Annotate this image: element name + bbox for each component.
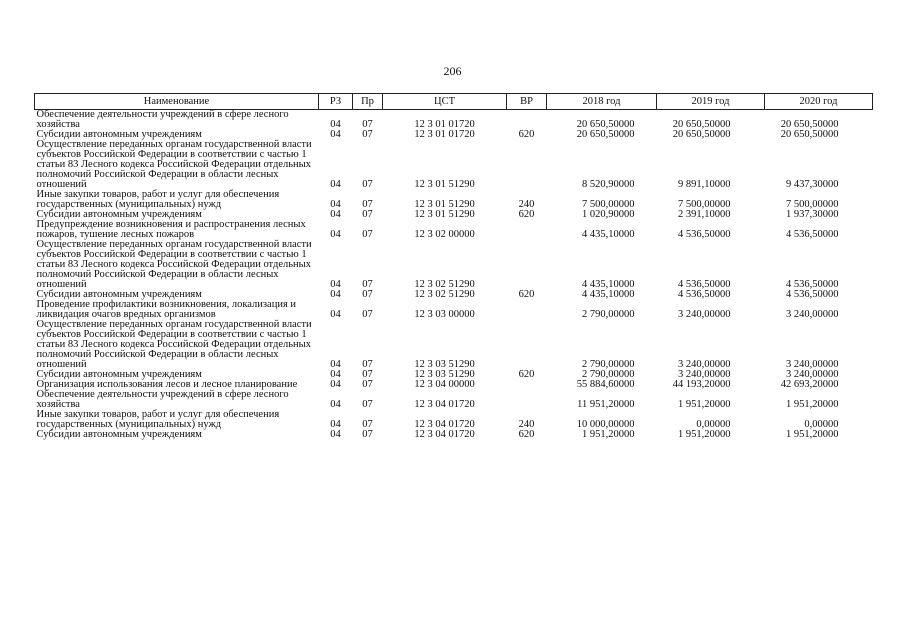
cell-2019: 44 193,20000 xyxy=(672,379,731,390)
cell-rz: 04 xyxy=(330,279,341,290)
cell-rz: 04 xyxy=(330,309,341,320)
cell-2020: 20 650,50000 xyxy=(780,119,839,130)
cell-pr: 07 xyxy=(362,369,373,380)
cell-2018: 4 435,10000 xyxy=(582,279,635,290)
cell-name: Осуществление переданных органам государственной власти субъектов Российской Федерации в соответствии с частью 1 статьи 83 Лесного кодекса Российской Федерации отдельных полномочий Российской Федерации в области лесных отношений xyxy=(36,139,312,190)
cell-rz: 04 xyxy=(330,359,341,370)
cell-pr: 07 xyxy=(362,129,373,140)
cell-2020: 3 240,00000 xyxy=(786,309,839,320)
cell-cst: 12 3 04 01720 xyxy=(414,429,475,440)
column-header-2019: 2019 год xyxy=(657,94,765,110)
cell-vr xyxy=(507,390,547,410)
cell-rz: 04 xyxy=(330,379,341,390)
table-row xyxy=(35,220,873,240)
cell-2019: 9 891,10000 xyxy=(678,179,731,190)
column-header-2020: 2020 год xyxy=(765,94,873,110)
table-row xyxy=(35,430,873,440)
cell-2019: 2 391,10000 xyxy=(678,209,731,220)
cell-name: Проведение профилактики возникновения, локализация и ликвидация очагов вредных организмов xyxy=(36,299,297,320)
cell-pr: 07 xyxy=(362,399,373,410)
cell-2019: 20 650,50000 xyxy=(672,129,731,140)
cell-vr xyxy=(507,300,547,320)
cell-2020: 4 536,50000 xyxy=(786,289,839,300)
cell-2020: 20 650,50000 xyxy=(780,129,839,140)
cell-cst: 12 3 01 51290 xyxy=(414,209,475,220)
cell-cst: 12 3 02 51290 xyxy=(414,279,475,290)
cell-name: Субсидии автономным учреждениям xyxy=(36,429,202,440)
column-header-name: Наименование xyxy=(35,94,319,110)
column-header-pr: Пр xyxy=(353,94,383,110)
cell-cst: 12 3 01 01720 xyxy=(414,129,475,140)
cell-vr xyxy=(507,380,547,390)
table-row xyxy=(35,240,873,290)
cell-2020: 42 693,20000 xyxy=(780,379,839,390)
cell-2020: 1 937,30000 xyxy=(786,209,839,220)
cell-2018: 4 435,10000 xyxy=(582,229,635,240)
cell-vr xyxy=(507,240,547,290)
cell-2018: 10 000,00000 xyxy=(576,419,635,430)
cell-name: Субсидии автономным учреждениям xyxy=(36,289,202,300)
cell-2018: 2 790,00000 xyxy=(582,309,635,320)
cell-2019: 3 240,00000 xyxy=(678,359,731,370)
cell-2019: 7 500,00000 xyxy=(678,199,731,210)
cell-cst: 12 3 04 01720 xyxy=(414,399,475,410)
cell-pr: 07 xyxy=(362,119,373,130)
cell-rz: 04 xyxy=(330,119,341,130)
cell-vr xyxy=(507,140,547,190)
cell-2019: 3 240,00000 xyxy=(678,309,731,320)
cell-cst: 12 3 04 00000 xyxy=(414,379,475,390)
cell-vr: 620 xyxy=(518,289,535,300)
cell-rz: 04 xyxy=(330,429,341,440)
cell-2018: 11 951,20000 xyxy=(577,399,635,410)
cell-pr: 07 xyxy=(362,209,373,220)
table-row xyxy=(35,390,873,410)
table-row xyxy=(35,410,873,430)
cell-vr: 620 xyxy=(518,129,535,140)
cell-name: Предупреждение возникновения и распространения лесных пожаров, тушение лесных пожаров xyxy=(36,219,306,240)
table-row xyxy=(35,140,873,190)
cell-name: Субсидии автономным учреждениям xyxy=(36,369,202,380)
cell-2018: 1 951,20000 xyxy=(582,429,635,440)
cell-2020: 4 536,50000 xyxy=(786,279,839,290)
cell-2018: 4 435,10000 xyxy=(582,289,635,300)
cell-2018: 2 790,00000 xyxy=(582,359,635,370)
cell-vr: 240 xyxy=(518,199,535,210)
cell-2019: 1 951,20000 xyxy=(678,399,731,410)
cell-pr: 07 xyxy=(362,309,373,320)
cell-pr: 07 xyxy=(362,199,373,210)
cell-pr: 07 xyxy=(362,279,373,290)
table-row xyxy=(35,320,873,370)
table-row xyxy=(35,190,873,210)
cell-rz: 04 xyxy=(330,419,341,430)
cell-2019: 3 240,00000 xyxy=(678,369,731,380)
cell-2020: 9 437,30000 xyxy=(786,179,839,190)
cell-2020: 1 951,20000 xyxy=(786,399,839,410)
cell-name: Иные закупки товаров, работ и услуг для обеспечения государственных (муниципальных) нужд xyxy=(36,189,280,210)
cell-pr: 07 xyxy=(362,379,373,390)
cell-2018: 2 790,00000 xyxy=(582,369,635,380)
cell-2018: 20 650,50000 xyxy=(576,129,635,140)
column-header-cst: ЦСТ xyxy=(383,94,507,110)
cell-rz: 04 xyxy=(330,129,341,140)
cell-2020: 4 536,50000 xyxy=(786,229,839,240)
cell-2020: 3 240,00000 xyxy=(786,359,839,370)
cell-rz: 04 xyxy=(330,179,341,190)
cell-pr: 07 xyxy=(362,419,373,430)
cell-cst: 12 3 02 00000 xyxy=(414,229,475,240)
cell-pr: 07 xyxy=(362,359,373,370)
cell-rz: 04 xyxy=(330,399,341,410)
cell-2019: 20 650,50000 xyxy=(672,119,731,130)
cell-2020: 1 951,20000 xyxy=(786,429,839,440)
cell-2019: 1 951,20000 xyxy=(678,429,731,440)
budget-table xyxy=(34,93,873,440)
cell-vr: 240 xyxy=(518,419,535,430)
cell-name: Организация использования лесов и лесное планирование xyxy=(36,379,298,390)
cell-2019: 0,00000 xyxy=(696,419,731,430)
cell-cst: 12 3 01 51290 xyxy=(414,179,475,190)
cell-vr: 620 xyxy=(518,369,535,380)
cell-name: Иные закупки товаров, работ и услуг для обеспечения государственных (муниципальных) нужд xyxy=(36,409,280,430)
cell-pr: 07 xyxy=(362,229,373,240)
cell-name: Обеспечение деятельности учреждений в сфере лесного хозяйства xyxy=(36,109,289,130)
cell-2020: 0,00000 xyxy=(804,419,839,430)
cell-cst: 12 3 01 51290 xyxy=(414,199,475,210)
cell-2018: 1 020,90000 xyxy=(582,209,635,220)
cell-2020: 7 500,00000 xyxy=(786,199,839,210)
page-number: 206 xyxy=(443,64,462,78)
cell-pr: 07 xyxy=(362,429,373,440)
cell-vr xyxy=(507,220,547,240)
cell-2020: 3 240,00000 xyxy=(786,369,839,380)
cell-cst: 12 3 03 00000 xyxy=(414,309,475,320)
cell-pr: 07 xyxy=(362,289,373,300)
cell-cst: 12 3 04 01720 xyxy=(414,419,475,430)
cell-rz: 04 xyxy=(330,229,341,240)
column-header-rz: РЗ xyxy=(319,94,353,110)
cell-2019: 4 536,50000 xyxy=(678,229,731,240)
cell-rz: 04 xyxy=(330,289,341,300)
cell-name: Обеспечение деятельности учреждений в сфере лесного хозяйства xyxy=(36,389,289,410)
cell-cst: 12 3 02 51290 xyxy=(414,289,475,300)
cell-name: Субсидии автономным учреждениям xyxy=(36,209,202,220)
cell-2018: 55 884,60000 xyxy=(576,379,635,390)
table-row xyxy=(35,300,873,320)
cell-vr xyxy=(507,320,547,370)
cell-name: Осуществление переданных органам государственной власти субъектов Российской Федерации в соответствии с частью 1 статьи 83 Лесного кодекса Российской Федерации отдельных полномочий Российской Федерации в области лесных отношений xyxy=(36,239,312,290)
cell-2019: 4 536,50000 xyxy=(678,279,731,290)
table-body xyxy=(35,110,873,441)
cell-vr xyxy=(507,110,547,131)
column-header-2018: 2018 год xyxy=(547,94,657,110)
cell-2018: 8 520,90000 xyxy=(582,179,635,190)
cell-2019: 4 536,50000 xyxy=(678,289,731,300)
cell-vr: 620 xyxy=(518,209,535,220)
cell-vr: 620 xyxy=(518,429,535,440)
cell-name: Субсидии автономным учреждениям xyxy=(36,129,202,140)
table-header-row xyxy=(35,94,873,110)
cell-cst: 12 3 01 01720 xyxy=(414,119,475,130)
table-row xyxy=(35,110,873,131)
cell-pr: 07 xyxy=(362,179,373,190)
cell-name: Осуществление переданных органам государственной власти субъектов Российской Федерации в соответствии с частью 1 статьи 83 Лесного кодекса Российской Федерации отдельных полномочий Российской Федерации в области лесных отношений xyxy=(36,319,312,370)
cell-rz: 04 xyxy=(330,369,341,380)
cell-2018: 7 500,00000 xyxy=(582,199,635,210)
cell-2018: 20 650,50000 xyxy=(576,119,635,130)
cell-rz: 04 xyxy=(330,199,341,210)
column-header-vr: ВР xyxy=(507,94,547,110)
cell-cst: 12 3 03 51290 xyxy=(414,369,475,380)
cell-rz: 04 xyxy=(330,209,341,220)
cell-cst: 12 3 03 51290 xyxy=(414,359,475,370)
